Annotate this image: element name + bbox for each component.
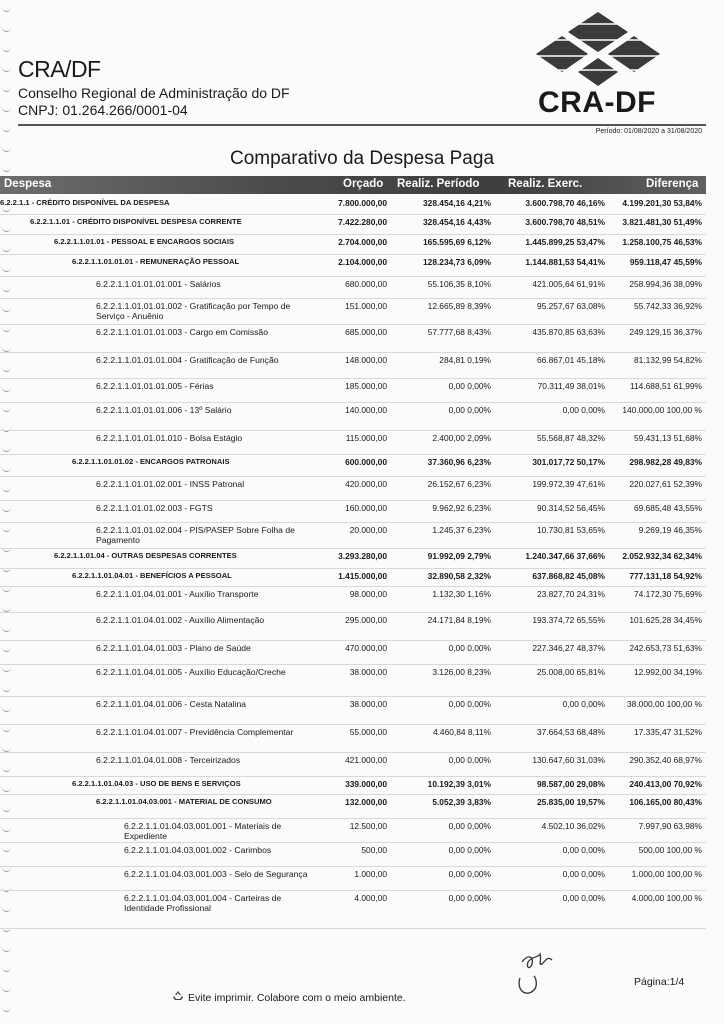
recycle-icon xyxy=(172,990,184,1001)
row-orcado: 421.000,00 xyxy=(325,752,391,776)
table-header xyxy=(0,176,706,194)
row-exercicio: 0,00 0,00% xyxy=(495,890,609,928)
row-orcado: 2.704.000,00 xyxy=(325,234,391,254)
row-periodo: 55.106,35 8,10% xyxy=(391,276,495,298)
row-exercicio: 0,00 0,00% xyxy=(495,696,609,724)
column-despesa: Despesa xyxy=(4,178,52,190)
period-range: Período: 01/08/2020 a 31/08/2020 xyxy=(595,128,702,135)
row-exercicio: 4.502,10 36,02% xyxy=(495,818,609,842)
row-account-name: 6.2.2.1.1.01.04.03.001.001 - Materiais de Expediente xyxy=(0,818,325,842)
row-periodo: 328.454,16 4,21% xyxy=(391,196,495,214)
row-account-name: 6.2.2.1.1.01.01.01.005 - Férias xyxy=(0,378,325,402)
row-account-name: 6.2.2.1.1.01.01.02.004 - PIS/PASEP Sobre Folha de Pagamento xyxy=(0,522,325,548)
table-row xyxy=(0,352,706,378)
row-orcado: 12.500,00 xyxy=(325,818,391,842)
row-account-name: 6.2.2.1.1.01.01.01.001 - Salários xyxy=(0,276,325,298)
row-exercicio: 637.868,82 45,08% xyxy=(495,568,609,586)
row-exercicio: 199.972,39 47,61% xyxy=(495,476,609,500)
row-exercicio: 25.008,00 65,81% xyxy=(495,664,609,696)
row-account-name: 6.2.2.1.1.01.04.01.007 - Previdência Complementar xyxy=(0,724,325,752)
row-exercicio: 193.374,72 65,55% xyxy=(495,612,609,640)
row-exercicio: 3.600.798,70 48,51% xyxy=(495,214,609,234)
row-diferenca: 74.172,30 75,69% xyxy=(609,586,706,612)
row-account-name: 6.2.2.1.1.01.04.01 - BENEFÍCIOS A PESSOAL xyxy=(0,568,325,586)
row-orcado: 185.000,00 xyxy=(325,378,391,402)
row-periodo: 1.132,30 1,16% xyxy=(391,586,495,612)
row-account-name: 6.2.2.1.1.01.01.01.003 - Cargo em Comissão xyxy=(0,324,325,352)
row-account-name: 6.2.2.1.1.01.04 - OUTRAS DESPESAS CORRENTES xyxy=(0,548,325,568)
row-diferenca: 12.992,00 34,19% xyxy=(609,664,706,696)
row-orcado: 38.000,00 xyxy=(325,664,391,696)
table-row xyxy=(0,818,706,842)
organization-block xyxy=(18,56,290,118)
row-account-name: 6.2.2.1.1.01.01.01 - REMUNERAÇÃO PESSOAL xyxy=(0,254,325,276)
row-orcado: 1.000,00 xyxy=(325,866,391,890)
row-diferenca: 4.000,00 100,00 % xyxy=(609,890,706,928)
row-account-name: 6.2.2.1.1.01.04.01.002 - Auxílio Alimentação xyxy=(0,612,325,640)
row-orcado: 140.000,00 xyxy=(325,402,391,430)
row-account-name: 6.2.2.1.1.01.04.01.001 - Auxílio Transporte xyxy=(0,586,325,612)
row-orcado: 55.000,00 xyxy=(325,724,391,752)
row-diferenca: 959.118,47 45,59% xyxy=(609,254,706,276)
row-diferenca: 55.742,33 36,92% xyxy=(609,298,706,324)
page-number: Página:1/4 xyxy=(634,976,685,988)
row-exercicio: 90.314,52 56,45% xyxy=(495,500,609,522)
row-orcado: 500,00 xyxy=(325,842,391,866)
row-account-name: 6.2.2.1.1.01.01.01.010 - Bolsa Estágio xyxy=(0,430,325,454)
row-account-name: 6.2.2.1.1.01.04.01.005 - Auxílio Educação/Creche xyxy=(0,664,325,696)
binding-hole xyxy=(2,6,11,12)
footer-note xyxy=(172,990,406,1004)
row-diferenca: 81.132,99 54,82% xyxy=(609,352,706,378)
table-row xyxy=(0,612,706,640)
table-row xyxy=(0,724,706,752)
table-row xyxy=(0,430,706,454)
row-orcado: 3.293.280,00 xyxy=(325,548,391,568)
organization-name: Conselho Regional de Administração do DF xyxy=(18,85,290,101)
row-account-name: 6.2.2.1.1.01 - CRÉDITO DISPONÍVEL DESPESA CORRENTE xyxy=(0,214,325,234)
table-row xyxy=(0,586,706,612)
row-diferenca: 258.994,36 38,09% xyxy=(609,276,706,298)
row-exercicio: 0,00 0,00% xyxy=(495,866,609,890)
row-exercicio: 421.005,64 61,91% xyxy=(495,276,609,298)
row-diferenca: 114.688,51 61,99% xyxy=(609,378,706,402)
table-row xyxy=(0,214,706,234)
row-exercicio: 66.867,01 45,18% xyxy=(495,352,609,378)
row-account-name: 6.2.2.1.1.01.04.03 - USO DE BENS E SERVIÇOS xyxy=(0,776,325,794)
row-periodo: 26.152,67 6,23% xyxy=(391,476,495,500)
row-account-name: 6.2.2.1.1.01.01.02.001 - INSS Patronal xyxy=(0,476,325,500)
row-account-name: 6.2.2.1.1.01.04.01.003 - Plano de Saúde xyxy=(0,640,325,664)
row-exercicio: 70.311,49 38,01% xyxy=(495,378,609,402)
expense-table xyxy=(0,196,706,929)
table-row xyxy=(0,776,706,794)
row-orcado: 4.000,00 xyxy=(325,890,391,928)
row-diferenca: 220.027,61 52,39% xyxy=(609,476,706,500)
row-orcado: 2.104.000,00 xyxy=(325,254,391,276)
row-orcado: 680.000,00 xyxy=(325,276,391,298)
row-account-name: 6.2.2.1.1.01.04.03.001.004 - Carteiras de Identidade Profissional xyxy=(0,890,325,928)
row-diferenca: 38.000,00 100,00 % xyxy=(609,696,706,724)
column-orcado: Orçado xyxy=(343,178,384,190)
row-diferenca: 9.269,19 46,35% xyxy=(609,522,706,548)
row-account-name: 6.2.2.1.1.01.04.03.001 - MATERIAL DE CONSUMO xyxy=(0,794,325,818)
row-periodo: 128.234,73 6,09% xyxy=(391,254,495,276)
row-diferenca: 4.199.201,30 53,84% xyxy=(609,196,706,214)
binding-hole xyxy=(2,26,11,32)
row-account-name: 6.2.2.1.1.01.04.03.001.002 - Carimbos xyxy=(0,842,325,866)
row-exercicio: 227.346,27 48,37% xyxy=(495,640,609,664)
row-exercicio: 95.257,67 63,08% xyxy=(495,298,609,324)
row-exercicio: 0,00 0,00% xyxy=(495,842,609,866)
row-periodo: 0,00 0,00% xyxy=(391,696,495,724)
binding-hole xyxy=(2,66,11,72)
table-row xyxy=(0,866,706,890)
row-periodo: 0,00 0,00% xyxy=(391,640,495,664)
row-account-name: 6.2.2.1.1.01.01.02 - ENCARGOS PATRONAIS xyxy=(0,454,325,476)
row-account-name: 6.2.2.1.1.01.01.01.006 - 13º Salário xyxy=(0,402,325,430)
header-rule xyxy=(18,124,706,126)
logo-text: CRA-DF xyxy=(538,86,656,119)
row-orcado: 7.800.000,00 xyxy=(325,196,391,214)
row-diferenca: 17.335,47 31,52% xyxy=(609,724,706,752)
row-exercicio: 3.600.798,70 46,16% xyxy=(495,196,609,214)
table-row xyxy=(0,324,706,352)
table-row xyxy=(0,454,706,476)
page-title: Comparativo da Despesa Paga xyxy=(229,148,495,169)
row-orcado: 295.000,00 xyxy=(325,612,391,640)
row-periodo: 3.126,00 8,23% xyxy=(391,664,495,696)
row-diferenca: 298.982,28 49,83% xyxy=(609,454,706,476)
row-periodo: 91.992,09 2,79% xyxy=(391,548,495,568)
row-exercicio: 301.017,72 50,17% xyxy=(495,454,609,476)
row-periodo: 32.890,58 2,32% xyxy=(391,568,495,586)
footer-note-text: Evite imprimir. Colabore com o meio ambiente. xyxy=(188,992,406,1004)
row-periodo: 165.595,69 6,12% xyxy=(391,234,495,254)
table-row xyxy=(0,640,706,664)
row-diferenca: 7.997,90 63,98% xyxy=(609,818,706,842)
row-periodo: 0,00 0,00% xyxy=(391,890,495,928)
binding-hole xyxy=(2,86,11,92)
table-row xyxy=(0,378,706,402)
row-diferenca: 1.000,00 100,00 % xyxy=(609,866,706,890)
row-account-name: 6.2.2.1.1.01.01 - PESSOAL E ENCARGOS SOCIAIS xyxy=(0,234,325,254)
row-periodo: 4.460,84 8,11% xyxy=(391,724,495,752)
row-orcado: 132.000,00 xyxy=(325,794,391,818)
row-periodo: 1.245,37 6,23% xyxy=(391,522,495,548)
column-diferenca: Diferença xyxy=(646,178,699,190)
row-account-name: 6.2.2.1.1 - CRÉDITO DISPONÍVEL DA DESPESA xyxy=(0,196,325,214)
table-row xyxy=(0,276,706,298)
row-diferenca: 2.052.932,34 62,34% xyxy=(609,548,706,568)
table-row xyxy=(0,522,706,548)
binding-hole xyxy=(2,1006,11,1012)
table-row xyxy=(0,234,706,254)
row-orcado: 7.422.280,00 xyxy=(325,214,391,234)
row-diferenca: 101.625,28 34,45% xyxy=(609,612,706,640)
cra-logo-icon xyxy=(532,10,664,90)
row-diferenca: 3.821.481,30 51,49% xyxy=(609,214,706,234)
row-account-name: 6.2.2.1.1.01.01.01.004 - Gratificação de Função xyxy=(0,352,325,378)
row-exercicio: 1.445.899,25 53,47% xyxy=(495,234,609,254)
row-periodo: 12.665,89 8,39% xyxy=(391,298,495,324)
table-row xyxy=(0,664,706,696)
row-periodo: 57.777,68 8,43% xyxy=(391,324,495,352)
row-diferenca: 106.165,00 80,43% xyxy=(609,794,706,818)
row-diferenca: 290.352,40 68,97% xyxy=(609,752,706,776)
binding-hole xyxy=(2,966,11,972)
row-exercicio: 98.587,00 29,08% xyxy=(495,776,609,794)
row-orcado: 38.000,00 xyxy=(325,696,391,724)
row-orcado: 1.415.000,00 xyxy=(325,568,391,586)
table-row xyxy=(0,890,706,928)
table-row xyxy=(0,548,706,568)
row-exercicio: 10.730,81 53,65% xyxy=(495,522,609,548)
binding-hole xyxy=(2,106,11,112)
row-exercicio: 25.835,00 19,57% xyxy=(495,794,609,818)
row-orcado: 339.000,00 xyxy=(325,776,391,794)
row-periodo: 0,00 0,00% xyxy=(391,866,495,890)
row-periodo: 284,81 0,19% xyxy=(391,352,495,378)
row-periodo: 2.400,00 2,09% xyxy=(391,430,495,454)
row-orcado: 115.000,00 xyxy=(325,430,391,454)
row-periodo: 0,00 0,00% xyxy=(391,752,495,776)
binding-hole xyxy=(2,946,11,952)
row-exercicio: 23.827,70 24,31% xyxy=(495,586,609,612)
row-periodo: 5.052,39 3,83% xyxy=(391,794,495,818)
row-diferenca: 240.413,00 70,92% xyxy=(609,776,706,794)
row-exercicio: 37.664,53 68,48% xyxy=(495,724,609,752)
table-row xyxy=(0,298,706,324)
row-exercicio: 435.870,85 63,63% xyxy=(495,324,609,352)
table-row xyxy=(0,794,706,818)
row-periodo: 328.454,16 4,43% xyxy=(391,214,495,234)
row-periodo: 0,00 0,00% xyxy=(391,402,495,430)
table-row xyxy=(0,752,706,776)
row-exercicio: 1.240.347,66 37,66% xyxy=(495,548,609,568)
table-row xyxy=(0,196,706,214)
row-diferenca: 140.000,00 100,00 % xyxy=(609,402,706,430)
row-orcado: 685.000,00 xyxy=(325,324,391,352)
organization-acronym: CRA/DF xyxy=(18,56,101,82)
row-diferenca: 242.653,73 51,63% xyxy=(609,640,706,664)
column-periodo: Realiz. Período xyxy=(397,178,480,190)
row-periodo: 0,00 0,00% xyxy=(391,378,495,402)
row-periodo: 24.171,84 8,19% xyxy=(391,612,495,640)
table-row xyxy=(0,696,706,724)
row-periodo: 10.192,39 3,01% xyxy=(391,776,495,794)
binding-hole xyxy=(2,126,11,132)
row-periodo: 0,00 0,00% xyxy=(391,842,495,866)
binding-hole xyxy=(2,46,11,52)
row-periodo: 0,00 0,00% xyxy=(391,818,495,842)
binding-hole xyxy=(2,986,11,992)
row-orcado: 98.000,00 xyxy=(325,586,391,612)
row-exercicio: 0,00 0,00% xyxy=(495,402,609,430)
row-exercicio: 1.144.881,53 54,41% xyxy=(495,254,609,276)
row-diferenca: 1.258.100,75 46,53% xyxy=(609,234,706,254)
row-orcado: 160.000,00 xyxy=(325,500,391,522)
row-diferenca: 777.131,18 54,92% xyxy=(609,568,706,586)
row-diferenca: 500,00 100,00 % xyxy=(609,842,706,866)
row-orcado: 151.000,00 xyxy=(325,298,391,324)
table-row xyxy=(0,476,706,500)
table-row xyxy=(0,500,706,522)
row-diferenca: 69.685,48 43,55% xyxy=(609,500,706,522)
row-account-name: 6.2.2.1.1.01.01.01.002 - Gratificação por Tempo de Serviço - Anuênio xyxy=(0,298,325,324)
row-periodo: 9.962,92 6,23% xyxy=(391,500,495,522)
signature-icon xyxy=(512,950,572,1000)
row-exercicio: 130.647,60 31,03% xyxy=(495,752,609,776)
row-orcado: 470.000,00 xyxy=(325,640,391,664)
row-orcado: 148.000,00 xyxy=(325,352,391,378)
row-account-name: 6.2.2.1.1.01.04.01.006 - Cesta Natalina xyxy=(0,696,325,724)
column-exercicio: Realiz. Exerc. xyxy=(508,178,583,190)
row-exercicio: 55.568,87 48,32% xyxy=(495,430,609,454)
row-account-name: 6.2.2.1.1.01.04.03.001.003 - Selo de Segurança xyxy=(0,866,325,890)
row-account-name: 6.2.2.1.1.01.04.01.008 - Terceirizados xyxy=(0,752,325,776)
row-diferenca: 249.129,15 36,37% xyxy=(609,324,706,352)
organization-cnpj: CNPJ: 01.264.266/0001-04 xyxy=(18,102,188,118)
table-row xyxy=(0,254,706,276)
table-row xyxy=(0,568,706,586)
row-orcado: 600.000,00 xyxy=(325,454,391,476)
table-row xyxy=(0,842,706,866)
row-orcado: 20.000,00 xyxy=(325,522,391,548)
row-periodo: 37.360,96 6,23% xyxy=(391,454,495,476)
row-diferenca: 59.431,13 51,68% xyxy=(609,430,706,454)
table-row xyxy=(0,402,706,430)
row-orcado: 420.000,00 xyxy=(325,476,391,500)
row-account-name: 6.2.2.1.1.01.01.02.003 - FGTS xyxy=(0,500,325,522)
